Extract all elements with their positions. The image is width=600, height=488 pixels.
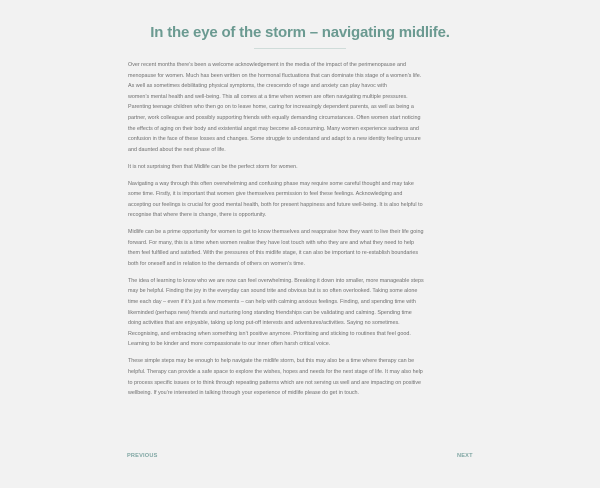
paragraph-line: women’s mental health and well-being. This all comes at a time when women are often navigating multiple pressures. [128,93,408,100]
page-title: In the eye of the storm – navigating midlife. [150,24,450,41]
paragraph-line: Over recent months there’s been a welcome acknowledgement in the media of the impact of the perimenopause and [128,62,406,68]
paragraph-line: forward. For many, this is a time when women realise they have lost touch with who they are and what they need to help [128,239,415,246]
paragraph-line: It is not surprising then that Midlife can be the perfect storm for women. [128,163,298,170]
paragraph-line: helpful. Therapy can provide a safe space to explore the wishes, hopes and needs for the next stage of life. It may also help [128,368,423,375]
paragraph-line: Recognising, and embracing when something isn’t positive anymore. Prioritising and sticking to routines that feel good. [128,330,411,337]
paragraph-2 [128,162,478,173]
paragraph-6 [128,356,478,398]
paragraph-line: likeminded (perhaps new) friends and nurturing long standing friendships can be validating and calming. Spending time [128,309,412,316]
paragraph-line: The idea of learning to know who we are now can feel overwhelming. Breaking it down into smaller, more manageable steps [128,277,424,284]
paragraph-line: and daunted about the next phase of life. [128,146,226,153]
paragraph-line: confusion in the face of these losses and changes. Some struggle to understand and adapt to a new identity feeling unsure [128,136,421,143]
paragraph-line: As well as sometimes debilitating physical symptoms, the crescendo of rage and anxiety can play havoc with [128,83,387,90]
paragraph-line: recognise that where there is change, there is opportunity. [128,212,267,219]
next-link[interactable]: NEXT [457,453,473,459]
paragraph-line: Parenting teenage children who then go on to leave home, caring for increasingly dependent parents, as well as being a [128,104,414,111]
paragraph-4 [128,227,478,269]
paragraph-line: doing activities that are enjoyable, taking up long put-off interests and adventures/activities. Saying no sometimes. [128,320,400,327]
paragraph-1 [128,60,478,155]
paragraph-line: to process specific issues or to think through repeating patterns which are not serving us well and are impacting on positive [128,379,422,386]
paragraph-line: accepting our feelings is crucial for good mental health, both for present happiness and future well-being. It is also helpful to [128,201,423,208]
paragraph-line: the effects of aging on their body and existential angst may become all-consuming. Many women experience sadness and [128,125,419,132]
article-body [128,60,478,405]
title-divider [254,48,346,49]
previous-link[interactable]: PREVIOUS [127,453,158,459]
paragraph-line: Learning to be kinder and more compassionate to our inner often harsh critical voice. [128,341,331,348]
paragraph-line: them feel fulfilled and satisfied. With the pressures of this midlife stage, it can also be important to re-establish boundaries [128,250,419,257]
paragraph-line: Midlife can be a prime opportunity for women to get to know themselves and reappraise how they want to live their life going [128,229,424,236]
paragraph-line: may be helpful. Finding the joy in the everyday can sound trite and obvious but is so often overlooked. Taking some alone [128,288,418,295]
paragraph-line: both for oneself and in relation to the demands of others on women’s time. [128,260,305,267]
paragraph-line: These simple steps may be enough to help navigate the midlife storm, but this may also be a time where therapy can be [128,358,415,365]
paragraph-line: partner, work colleague and possibly supporting friends with equally demanding circumstances. Often women start noticing [128,114,421,121]
paragraph-line: some time. Firstly, it is important that women give themselves permission to feel these feelings. Acknowledging and [128,191,403,198]
paragraph-5 [128,276,478,350]
paragraph-line: wellbeing. If you’re interested in talking through your experience of midlife please do get in touch. [128,390,360,397]
paragraph-3 [128,179,478,221]
paragraph-line: menopause for women. Much has been written on the hormonal fluctuations that can dominate this stage of a women’s life. [128,72,422,79]
paragraph-line: time each day – even if it’s just a few moments – can help with calming anxious feelings. Finding, and spending time with [128,299,416,306]
paragraph-line: Navigating a way through this often overwhelming and confusing phase may require some careful thought and may take [128,180,414,187]
